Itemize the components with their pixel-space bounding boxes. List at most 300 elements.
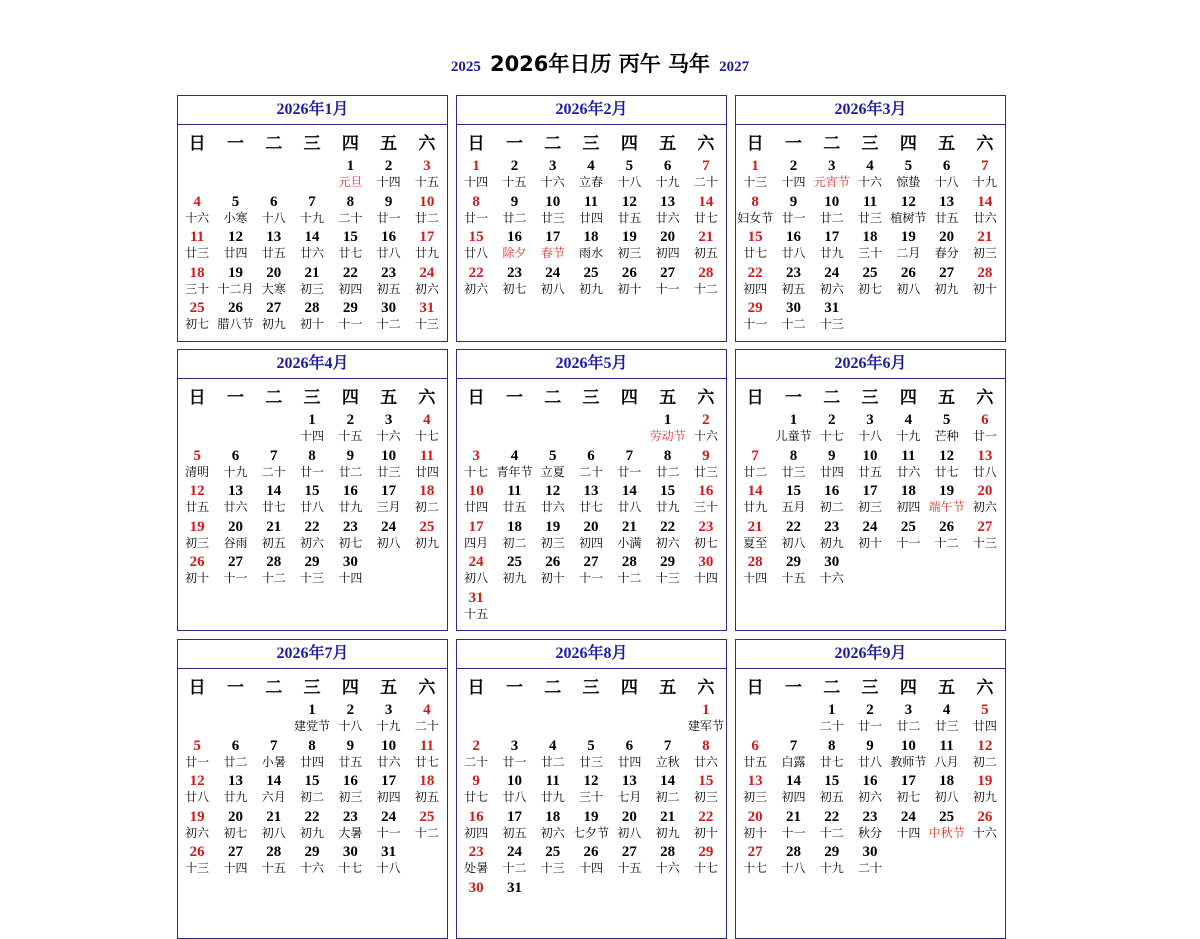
day-cell[interactable] [813, 228, 851, 264]
day-cell[interactable] [331, 737, 369, 773]
day-cell[interactable] [687, 518, 725, 554]
day-cell[interactable] [572, 193, 610, 229]
day-cell[interactable] [457, 808, 495, 844]
day-cell[interactable] [495, 447, 533, 483]
day-cell[interactable] [927, 772, 965, 808]
day-cell[interactable] [369, 411, 407, 447]
day-cell[interactable] [966, 228, 1004, 264]
day-cell[interactable] [687, 447, 725, 483]
next-year-link[interactable]: 2027 [719, 59, 750, 75]
day-cell[interactable] [687, 808, 725, 844]
day-cell[interactable] [774, 411, 812, 447]
empty-cell [610, 411, 648, 447]
day-cell[interactable] [889, 482, 927, 518]
day-cell[interactable] [851, 518, 889, 554]
day-cell[interactable] [331, 228, 369, 264]
day-cell[interactable] [736, 482, 774, 518]
day-cell[interactable] [178, 737, 216, 773]
day-cell[interactable] [610, 772, 648, 808]
day-cell[interactable] [774, 447, 812, 483]
day-cell[interactable] [408, 264, 446, 300]
day-cell[interactable] [736, 299, 774, 335]
day-cell[interactable] [889, 193, 927, 229]
day-cell[interactable] [255, 228, 293, 264]
day-cell[interactable] [648, 843, 686, 879]
day-cell[interactable] [457, 447, 495, 483]
day-cell[interactable] [495, 482, 533, 518]
day-cell[interactable] [851, 737, 889, 773]
lunar-label: 白露 [781, 754, 806, 769]
day-cell[interactable] [331, 299, 369, 335]
day-cell[interactable] [851, 193, 889, 229]
day-cell[interactable] [408, 482, 446, 518]
day-cell[interactable] [331, 772, 369, 808]
day-cell[interactable] [534, 193, 572, 229]
day-cell[interactable] [774, 157, 812, 193]
day-cell[interactable] [331, 482, 369, 518]
day-cell[interactable] [889, 447, 927, 483]
day-cell[interactable] [851, 228, 889, 264]
day-cell[interactable] [687, 157, 725, 193]
day-cell[interactable] [813, 808, 851, 844]
day-cell[interactable] [369, 228, 407, 264]
day-number: 15 [698, 773, 714, 789]
day-cell[interactable] [255, 737, 293, 773]
day-cell[interactable] [457, 193, 495, 229]
day-cell[interactable] [331, 553, 369, 589]
day-cell[interactable] [610, 228, 648, 264]
day-cell[interactable] [966, 701, 1004, 737]
day-cell[interactable] [736, 228, 774, 264]
day-cell[interactable] [293, 737, 331, 773]
day-cell[interactable] [534, 228, 572, 264]
day-cell[interactable] [178, 264, 216, 300]
day-cell[interactable] [851, 264, 889, 300]
day-cell[interactable] [687, 264, 725, 300]
day-cell[interactable] [495, 843, 533, 879]
day-cell[interactable] [687, 482, 725, 518]
day-cell[interactable] [572, 518, 610, 554]
day-cell[interactable] [408, 772, 446, 808]
day-cell[interactable] [534, 264, 572, 300]
day-cell[interactable] [293, 843, 331, 879]
day-cell[interactable] [813, 772, 851, 808]
day-number: 14 [660, 773, 676, 789]
day-cell[interactable] [457, 737, 495, 773]
day-cell[interactable] [369, 701, 407, 737]
day-cell[interactable] [813, 157, 851, 193]
day-cell[interactable] [293, 482, 331, 518]
prev-year-link[interactable]: 2025 [450, 59, 481, 75]
day-cell[interactable] [774, 482, 812, 518]
day-cell[interactable] [495, 193, 533, 229]
day-cell[interactable] [408, 411, 446, 447]
day-cell[interactable] [408, 193, 446, 229]
day-cell[interactable] [534, 737, 572, 773]
day-cell[interactable] [178, 843, 216, 879]
day-cell[interactable] [572, 228, 610, 264]
day-cell[interactable] [610, 482, 648, 518]
day-cell[interactable] [293, 553, 331, 589]
day-cell[interactable] [774, 264, 812, 300]
day-cell[interactable] [293, 447, 331, 483]
day-cell[interactable] [572, 447, 610, 483]
day-cell[interactable] [966, 518, 1004, 554]
day-cell[interactable] [966, 447, 1004, 483]
day-cell[interactable] [369, 772, 407, 808]
day-cell[interactable] [457, 264, 495, 300]
day-cell[interactable] [369, 808, 407, 844]
day-cell[interactable] [813, 411, 851, 447]
day-cell[interactable] [736, 518, 774, 554]
day-cell[interactable] [736, 264, 774, 300]
day-cell[interactable] [813, 701, 851, 737]
day-cell[interactable] [408, 701, 446, 737]
day-cell[interactable] [216, 447, 254, 483]
day-cell[interactable] [572, 553, 610, 589]
day-cell[interactable] [736, 193, 774, 229]
day-cell[interactable] [687, 772, 725, 808]
day-cell[interactable] [457, 772, 495, 808]
day-cell[interactable] [495, 808, 533, 844]
day-cell[interactable] [408, 299, 446, 335]
day-cell[interactable] [457, 157, 495, 193]
day-cell[interactable] [255, 447, 293, 483]
day-cell[interactable] [813, 447, 851, 483]
lunar-label: 十六 [185, 210, 210, 225]
day-cell[interactable] [966, 264, 1004, 300]
day-cell[interactable] [687, 737, 725, 773]
day-cell[interactable] [572, 264, 610, 300]
day-cell[interactable] [534, 518, 572, 554]
day-cell[interactable] [927, 808, 965, 844]
day-cell[interactable] [813, 193, 851, 229]
day-cell[interactable] [610, 553, 648, 589]
day-cell[interactable] [216, 193, 254, 229]
day-cell[interactable] [408, 447, 446, 483]
day-cell[interactable] [610, 264, 648, 300]
empty-cell [736, 411, 774, 447]
day-cell[interactable] [408, 808, 446, 844]
day-cell[interactable] [572, 843, 610, 879]
day-cell[interactable] [774, 193, 812, 229]
day-cell[interactable] [293, 701, 331, 737]
day-cell[interactable] [648, 447, 686, 483]
day-cell[interactable] [408, 157, 446, 193]
day-cell[interactable] [331, 701, 369, 737]
day-cell[interactable] [369, 737, 407, 773]
day-cell[interactable] [369, 482, 407, 518]
day-cell[interactable] [293, 518, 331, 554]
day-cell[interactable] [178, 518, 216, 554]
day-cell[interactable] [610, 193, 648, 229]
lunar-label: 十五 [781, 571, 806, 585]
day-cell[interactable] [534, 808, 572, 844]
day-cell[interactable] [889, 411, 927, 447]
day-cell[interactable] [610, 157, 648, 193]
day-cell[interactable] [408, 737, 446, 773]
day-cell[interactable] [851, 808, 889, 844]
day-number: 21 [660, 808, 676, 825]
day-cell[interactable] [255, 299, 293, 335]
day-cell[interactable] [774, 772, 812, 808]
day-number: 30 [824, 554, 840, 570]
day-cell[interactable] [255, 843, 293, 879]
day-cell[interactable] [293, 228, 331, 264]
day-cell[interactable] [774, 808, 812, 844]
day-cell[interactable] [889, 228, 927, 264]
day-number: 25 [862, 264, 878, 281]
day-cell[interactable] [534, 447, 572, 483]
day-cell[interactable] [648, 737, 686, 773]
day-cell[interactable] [293, 411, 331, 447]
day-cell[interactable] [687, 411, 725, 447]
day-cell[interactable] [331, 447, 369, 483]
day-cell[interactable] [216, 518, 254, 554]
day-cell[interactable] [178, 228, 216, 264]
day-cell[interactable] [774, 737, 812, 773]
day-cell[interactable] [216, 482, 254, 518]
day-cell[interactable] [534, 482, 572, 518]
weekday-label: 三 [861, 387, 879, 408]
day-number: 28 [621, 554, 637, 570]
day-cell[interactable] [216, 808, 254, 844]
day-cell[interactable] [813, 482, 851, 518]
day-cell[interactable] [889, 264, 927, 300]
day-cell[interactable] [687, 701, 725, 737]
day-cell[interactable] [216, 553, 254, 589]
day-cell[interactable] [610, 737, 648, 773]
day-cell[interactable] [572, 808, 610, 844]
day-cell[interactable] [813, 518, 851, 554]
day-cell[interactable] [572, 772, 610, 808]
day-cell[interactable] [178, 193, 216, 229]
day-cell[interactable] [331, 157, 369, 193]
day-cell[interactable] [687, 553, 725, 589]
day-cell[interactable] [851, 482, 889, 518]
day-cell[interactable] [495, 879, 533, 915]
day-cell[interactable] [774, 299, 812, 335]
lunar-label: 廿五 [338, 754, 363, 769]
day-number: 18 [189, 264, 205, 281]
day-cell[interactable] [457, 553, 495, 589]
day-cell[interactable] [648, 264, 686, 300]
day-cell[interactable] [813, 264, 851, 300]
day-cell[interactable] [408, 518, 446, 554]
day-cell[interactable] [851, 843, 889, 879]
day-cell[interactable] [851, 447, 889, 483]
day-cell[interactable] [369, 843, 407, 879]
day-cell[interactable] [408, 228, 446, 264]
day-cell[interactable] [495, 553, 533, 589]
day-cell[interactable] [927, 737, 965, 773]
day-cell[interactable] [369, 447, 407, 483]
day-cell[interactable] [178, 553, 216, 589]
day-cell[interactable] [331, 411, 369, 447]
day-cell[interactable] [927, 411, 965, 447]
day-cell[interactable] [813, 299, 851, 335]
day-cell[interactable] [178, 772, 216, 808]
day-cell[interactable] [534, 553, 572, 589]
day-cell[interactable] [572, 157, 610, 193]
day-cell[interactable] [610, 447, 648, 483]
day-cell[interactable] [331, 518, 369, 554]
day-cell[interactable] [610, 808, 648, 844]
lunar-label: 廿九 [540, 790, 565, 804]
weekday-label: 三 [303, 387, 321, 408]
day-cell[interactable] [178, 447, 216, 483]
day-cell[interactable] [851, 411, 889, 447]
day-cell[interactable] [774, 553, 812, 589]
day-cell[interactable] [369, 299, 407, 335]
day-cell[interactable] [648, 553, 686, 589]
lunar-label: 廿二 [223, 754, 248, 769]
day-cell[interactable] [927, 193, 965, 229]
day-cell[interactable] [889, 737, 927, 773]
lunar-label: 十二 [781, 317, 806, 331]
day-cell[interactable] [687, 228, 725, 264]
day-cell[interactable] [966, 482, 1004, 518]
day-cell[interactable] [331, 264, 369, 300]
day-cell[interactable] [736, 772, 774, 808]
day-cell[interactable] [648, 518, 686, 554]
lunar-label: 初三 [858, 500, 883, 514]
page-title [0, 48, 1200, 78]
day-cell[interactable] [495, 737, 533, 773]
day-cell[interactable] [927, 518, 965, 554]
day-cell[interactable] [293, 808, 331, 844]
day-cell[interactable] [648, 808, 686, 844]
day-cell[interactable] [966, 157, 1004, 193]
day-cell[interactable] [889, 772, 927, 808]
day-cell[interactable] [534, 772, 572, 808]
day-cell[interactable] [648, 193, 686, 229]
day-cell[interactable] [457, 482, 495, 518]
day-cell[interactable] [457, 843, 495, 879]
day-number: 27 [227, 844, 243, 860]
day-cell[interactable] [736, 553, 774, 589]
day-cell[interactable] [293, 299, 331, 335]
day-cell[interactable] [216, 264, 254, 300]
day-cell[interactable] [648, 482, 686, 518]
day-cell[interactable] [927, 447, 965, 483]
day-cell[interactable] [774, 518, 812, 554]
day-cell[interactable] [572, 737, 610, 773]
day-cell[interactable] [927, 157, 965, 193]
day-cell[interactable] [178, 299, 216, 335]
day-cell[interactable] [648, 411, 686, 447]
day-cell[interactable] [369, 518, 407, 554]
day-cell[interactable] [534, 843, 572, 879]
day-cell[interactable] [457, 879, 495, 915]
day-cell[interactable] [966, 737, 1004, 773]
day-cell[interactable] [255, 772, 293, 808]
day-cell[interactable] [851, 772, 889, 808]
day-cell[interactable] [927, 264, 965, 300]
day-cell[interactable] [927, 228, 965, 264]
day-cell[interactable] [648, 157, 686, 193]
day-cell[interactable] [255, 553, 293, 589]
day-cell[interactable] [255, 193, 293, 229]
day-cell[interactable] [495, 228, 533, 264]
day-cell[interactable] [648, 228, 686, 264]
day-cell[interactable] [851, 157, 889, 193]
day-cell[interactable] [736, 843, 774, 879]
day-cell[interactable] [369, 264, 407, 300]
day-cell[interactable] [331, 843, 369, 879]
day-cell[interactable] [255, 482, 293, 518]
day-cell[interactable] [610, 843, 648, 879]
day-number: 23 [698, 518, 714, 535]
day-cell[interactable] [889, 808, 927, 844]
day-cell[interactable] [572, 482, 610, 518]
day-cell[interactable] [495, 772, 533, 808]
day-cell[interactable] [216, 737, 254, 773]
day-cell[interactable] [495, 264, 533, 300]
day-cell[interactable] [851, 701, 889, 737]
day-cell[interactable] [216, 843, 254, 879]
day-cell[interactable] [774, 843, 812, 879]
day-cell[interactable] [927, 701, 965, 737]
day-cell[interactable] [687, 193, 725, 229]
day-cell[interactable] [736, 808, 774, 844]
day-cell[interactable] [966, 772, 1004, 808]
day-cell[interactable] [331, 808, 369, 844]
day-cell[interactable] [331, 193, 369, 229]
day-cell[interactable] [216, 772, 254, 808]
day-cell[interactable] [178, 482, 216, 518]
day-cell[interactable] [255, 518, 293, 554]
day-cell[interactable] [216, 299, 254, 335]
day-cell[interactable] [369, 193, 407, 229]
day-cell[interactable] [457, 518, 495, 554]
day-cell[interactable] [495, 518, 533, 554]
day-cell[interactable] [610, 518, 648, 554]
day-cell[interactable] [255, 264, 293, 300]
day-cell[interactable] [774, 228, 812, 264]
day-cell[interactable] [889, 701, 927, 737]
day-cell[interactable] [495, 157, 533, 193]
day-cell[interactable] [216, 228, 254, 264]
day-cell[interactable] [813, 737, 851, 773]
day-cell[interactable] [966, 411, 1004, 447]
lunar-label: 十五 [414, 175, 439, 189]
day-cell[interactable] [927, 482, 965, 518]
day-cell[interactable] [534, 157, 572, 193]
day-number: 9 [827, 447, 836, 464]
day-cell[interactable] [889, 157, 927, 193]
day-cell[interactable] [293, 772, 331, 808]
day-cell[interactable] [813, 553, 851, 589]
day-cell[interactable] [687, 843, 725, 879]
day-cell[interactable] [966, 808, 1004, 844]
day-cell[interactable] [369, 157, 407, 193]
day-cell[interactable] [736, 737, 774, 773]
day-cell[interactable] [293, 193, 331, 229]
day-cell[interactable] [178, 808, 216, 844]
weekday-label: 五 [380, 133, 398, 154]
day-cell[interactable] [457, 589, 495, 625]
day-cell[interactable] [648, 772, 686, 808]
day-cell[interactable] [255, 808, 293, 844]
day-cell[interactable] [457, 228, 495, 264]
day-cell[interactable] [889, 518, 927, 554]
day-cell[interactable] [966, 193, 1004, 229]
day-cell[interactable] [813, 843, 851, 879]
day-cell[interactable] [736, 157, 774, 193]
day-cell[interactable] [736, 447, 774, 483]
day-cell[interactable] [293, 264, 331, 300]
